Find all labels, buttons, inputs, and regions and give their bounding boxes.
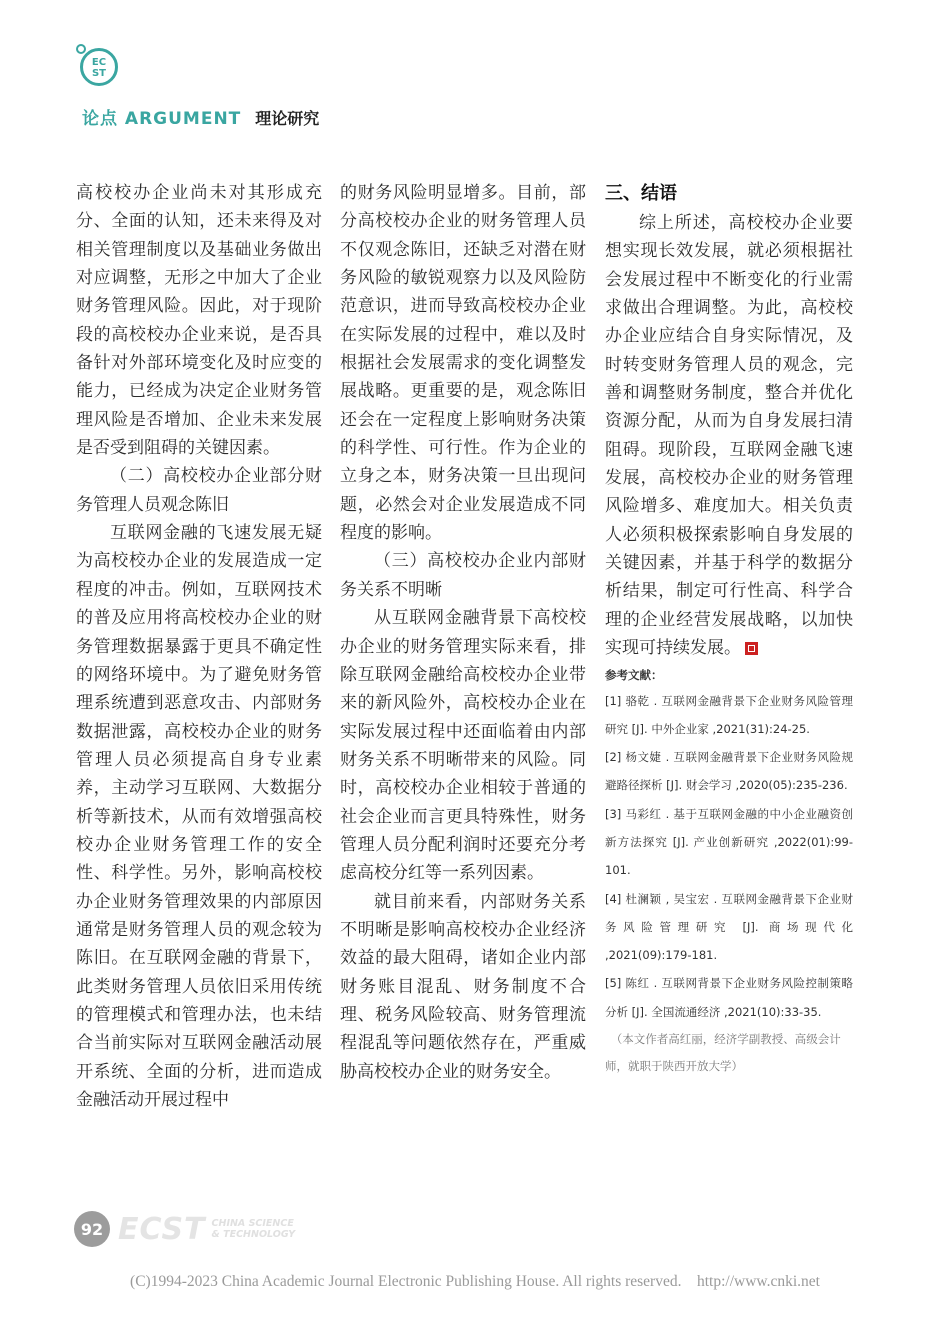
subsection-heading-3: （三）高校校办企业内部财务关系不明晰: [340, 551, 586, 600]
logo-ring-icon: [76, 43, 120, 87]
reference-item: [2] 杨文婕 . 互联网金融背景下企业财务风险规避路径探析 [J]. 财会学习 ,2020(05):235-236.: [605, 750, 853, 793]
logo-line1: EC: [91, 57, 107, 68]
end-mark-icon: [745, 642, 758, 655]
reference-item: [3] 马彩红 . 基于互联网金融的中小企业融资创新方法探究 [J]. 产业创新研究 ,2022(01):99-101.: [605, 806, 853, 878]
footer-brand-sub-line2: & TECHNOLOGY: [211, 1229, 296, 1240]
column-3: [605, 181, 853, 1080]
conclusion-text: 综上所述，高校校办企业要想实现长效发展，就必须根据社会发展过程中不断变化的行业需求做出合理调整。为此，高校校办企业应结合自身实际情况，及时转变财务管理人员的观念，完善和调整财务制度，整合并优化资源分配，从而为自身发展扫清阻碍。现阶段，互联网金融飞速发展，高校校办企业的财务管理风险增多、难度加大。相关负责人必须积极探索影响自身发展的关键因素，并基于科学的数据分析结果，制定可行性高、科学合理的企业经营发展战略，以加快实现可持续发展。: [605, 213, 853, 659]
subsection-heading-2: （二）高校校办企业部分财务管理人员观念陈旧: [76, 466, 322, 515]
references-list: [605, 687, 853, 1027]
logo-line2: ST: [91, 68, 107, 79]
footer-brand: ECST: [118, 1211, 206, 1247]
header-section: 理论研究: [255, 109, 320, 128]
paragraph: 的财务风险明显增多。目前，部分高校校办企业的财务管理人员不仅观念陈旧，还缺乏对潜在财务风险的敏锐观察力以及风险防范意识，进而导致高校校办企业在实际发展的过程中，难以及时根据社会发展需求的变化调整发展战略。更重要的是，观念陈旧还会在一定程度上影响财务决策的科学性、可行性。作为企业的立身之本，财务决策一旦出现问题，必然会对企业发展造成不同程度的影响。: [340, 183, 586, 544]
paragraph: 高校校办企业尚未对其形成充分、全面的认知，还未来得及对相关管理制度以及基础业务做出对应调整，无形之中加大了企业财务管理风险。因此，对于现阶段的高校校办企业来说，是否具备针对外部环境变化及时应变的能力，已经成为决定企业财务管理风险是否增加、企业未来发展是否受到阻碍的关键因素。: [76, 183, 322, 459]
author-note: （本文作者高红丽，经济学副教授、高级会计师，就职于陕西开放大学）: [605, 1032, 841, 1074]
reference-item: [1] 骆乾 . 互联网金融背景下企业财务风险管理研究 [J]. 中外企业家 ,2021(31):24-25.: [605, 693, 853, 736]
page-footer: [74, 1211, 295, 1247]
column-1: [76, 179, 322, 1114]
reference-item: [5] 陈红 . 互联网背景下企业财务风险控制策略分析 [J]. 全国流通经济 ,2021(10):33-35.: [605, 976, 853, 1019]
paragraph: 就目前来看，内部财务关系不明晰是影响高校校办企业经济效益的最大阻碍，诸如企业内部财务账目混乱、财务制度不合理、税务风险较高、财务管理流程混乱等问题依然存在，严重威胁高校校办企业的财务安全。: [340, 891, 586, 1082]
conclusion-paragraph: [605, 209, 853, 663]
paragraph: 从互联网金融背景下高校校办企业的财务管理实际来看，排除互联网金融给高校校办企业带来的新风险外，高校校办企业在实际发展过程中还面临着由内部财务关系不明晰带来的风险。同时，高校校办企业相较于普通的社会企业而言更具特殊性，财务管理人员分配利润时还要充分考虑高校分红等一系列因素。: [340, 608, 586, 884]
footer-brand-sub: [212, 1218, 296, 1240]
paragraph: 互联网金融的飞速发展无疑为高校校办企业的发展造成一定程度的冲击。例如，互联网技术的普及应用将高校校办企业的财务管理数据暴露于更具不确定性的网络环境中。为了避免财务管理系统遭到恶意攻击、内部财务数据泄露，高校校办企业的财务管理人员必须提高自身专业素养，主动学习互联网、大数据分析等新技术，从而有效增强高校校办企业财务管理工作的安全性、科学性。另外，影响高校校办企业财务管理效果的内部原因通常是财务管理人员的观念较为陈旧。在互联网金融的背景下，此类财务管理人员依旧采用传统的管理模式和管理办法，也未结合当前实际对互联网金融活动展开系统、全面的分析，进而造成金融活动开展过程中: [76, 523, 322, 1110]
conclusion-title: 三、结语: [605, 183, 677, 204]
reference-item: [4] 杜澜颖 , 吴宝宏 . 互联网金融背景下企业财务风险管理研究 [J]. 商场现代化 ,2021(09):179-181.: [605, 891, 853, 963]
references-title: 参考文献：: [605, 667, 663, 682]
page-header: [82, 104, 319, 129]
journal-logo: [76, 43, 120, 87]
header-category: 论点 ARGUMENT: [82, 109, 242, 129]
copyright-notice: (C)1994-2023 China Academic Journal Electronic Publishing House. All rights reserved. http://www.cnki.net: [130, 1273, 820, 1290]
column-2: [340, 179, 586, 1086]
footer-brand-sub-line1: CHINA SCIENCE: [211, 1218, 294, 1229]
page-number: 92: [74, 1211, 110, 1247]
